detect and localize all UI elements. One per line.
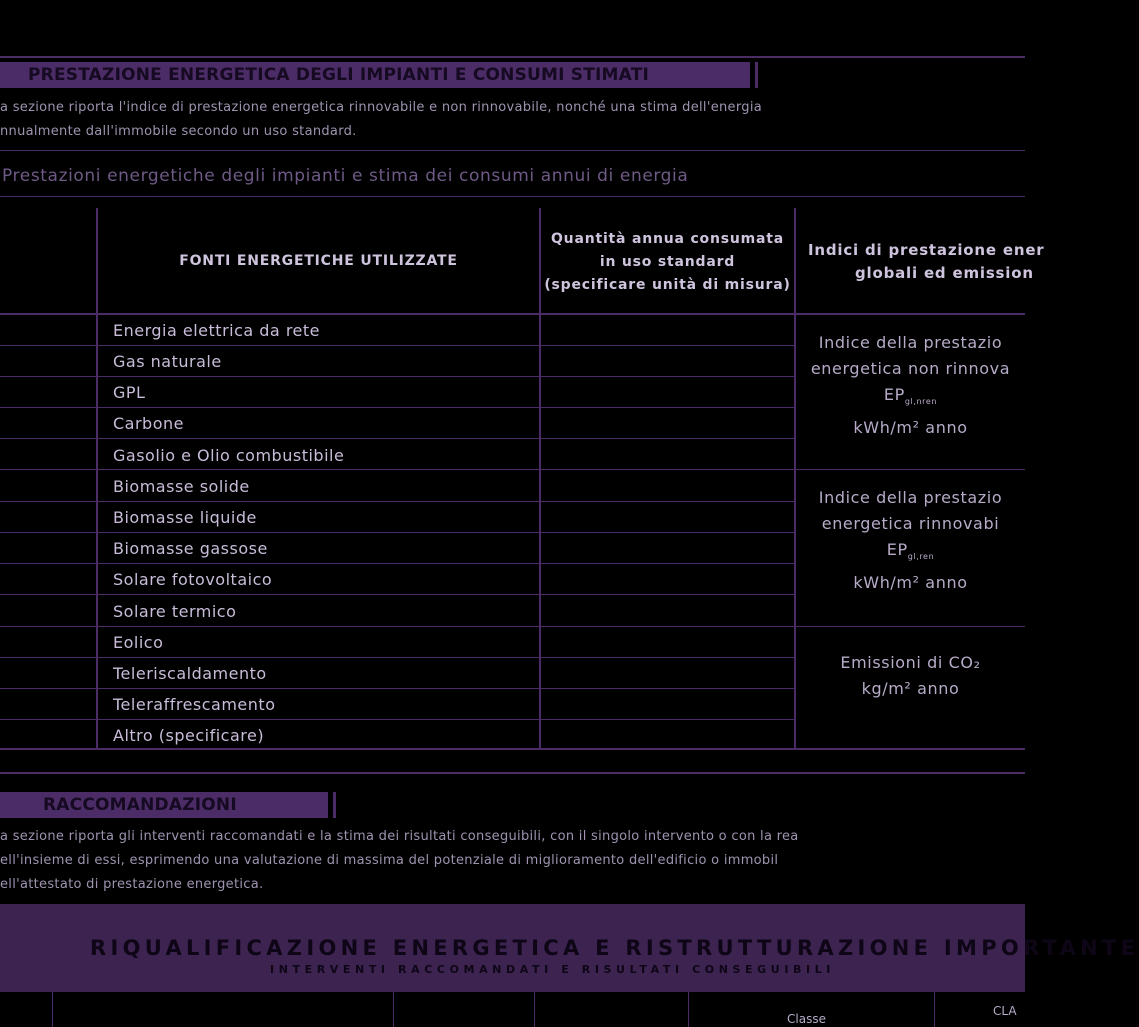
divider bbox=[0, 772, 1025, 774]
row-line bbox=[0, 626, 1025, 627]
divider bbox=[0, 150, 1025, 151]
row-line bbox=[0, 469, 1025, 470]
retrofit-title: RIQUALIFICAZIONE ENERGETICA E RISTRUTTURAZIONE IMPORTANTE bbox=[90, 936, 1139, 960]
index-co2: Emissioni di CO₂ kg/m² anno bbox=[840, 653, 981, 698]
row-label-district-heating: Teleriscaldamento bbox=[113, 664, 267, 683]
row-label-gaseous-biomass: Biomasse gassose bbox=[113, 539, 268, 558]
row-line bbox=[0, 688, 796, 689]
header-quantity: Quantità annua consumata in uso standard (specificare unità di misura) bbox=[544, 231, 791, 293]
row-line bbox=[0, 594, 796, 595]
row-line bbox=[0, 376, 796, 377]
row-label-other: Altro (specificare) bbox=[113, 726, 265, 745]
section-title: PRESTAZIONE ENERGETICA DEGLI IMPIANTI E CONSUMI STIMATI bbox=[28, 65, 650, 85]
row-label-solar-thermal: Solare termico bbox=[113, 602, 237, 621]
table-vline bbox=[52, 992, 53, 1027]
row-line bbox=[0, 719, 796, 720]
row-label-solid-biomass: Biomasse solide bbox=[113, 477, 250, 496]
recommendations-title: RACCOMANDAZIONI bbox=[43, 795, 237, 815]
header-indices: Indici di prestazione ener globali ed emission bbox=[808, 241, 1045, 282]
section-intro-line: nnualmente dall'immobile secondo un uso standard. bbox=[0, 124, 357, 139]
section-title-bar bbox=[0, 62, 750, 88]
row-line bbox=[0, 501, 796, 502]
row-line bbox=[0, 407, 796, 408]
divider bbox=[0, 196, 1025, 197]
row-line bbox=[0, 345, 796, 346]
table-subheading: Prestazioni energetiche degli impianti e stima dei consumi annui di energia bbox=[2, 166, 689, 186]
index-renewable: Indice della prestazio energetica rinnovabi $EP_{gl,ren}$ kWh/m² anno bbox=[818, 488, 1003, 593]
retrofit-subtitle: INTERVENTI RACCOMANDATI E RISULTATI CONSEGUIBILI bbox=[270, 963, 835, 976]
section-intro-line: a sezione riporta l'indice di prestazione energetica rinnovabile e non rinnovabile, nonché una stima dell'energia bbox=[0, 100, 763, 115]
section-bar-end bbox=[333, 792, 336, 818]
recommendations-intro-line: a sezione riporta gli interventi raccomandati e la stima dei risultati conseguibili, con il singolo intervento o con la rea bbox=[0, 829, 799, 844]
row-label-lpg: GPL bbox=[113, 383, 146, 402]
header-sources: FONTI ENERGETICHE UTILIZZATE bbox=[179, 253, 458, 269]
row-line bbox=[0, 657, 796, 658]
row-line bbox=[0, 563, 796, 564]
table-bottom-line bbox=[0, 748, 1025, 750]
row-label-photovoltaic: Solare fotovoltaico bbox=[113, 570, 273, 589]
table-vline bbox=[534, 992, 535, 1027]
recommendations-title-bar bbox=[0, 792, 328, 818]
row-label-liquid-biomass: Biomasse liquide bbox=[113, 508, 257, 527]
row-label-district-cooling: Teleraffrescamento bbox=[113, 695, 276, 714]
row-label-natural-gas: Gas naturale bbox=[113, 352, 222, 371]
table-vline bbox=[688, 992, 689, 1027]
row-label-coal: Carbone bbox=[113, 414, 184, 433]
row-label-wind: Eolico bbox=[113, 633, 164, 652]
column-cla: CLA bbox=[993, 1004, 1017, 1018]
section-bar-end bbox=[755, 62, 758, 88]
table-vline bbox=[96, 208, 98, 748]
row-line bbox=[0, 438, 796, 439]
index-non-renewable: Indice della prestazio energetica non rinnova $EP_{gl,nren}$ kWh/m² anno bbox=[810, 333, 1011, 438]
recommendations-intro-line: ell'attestato di prestazione energetica. bbox=[0, 877, 264, 892]
table-vline bbox=[393, 992, 394, 1027]
recommendations-intro-line: ell'insieme di essi, esprimendo una valutazione di massima del potenziale di miglioramento dell'edificio o immobil bbox=[0, 853, 779, 868]
table-vline bbox=[934, 992, 935, 1027]
row-line bbox=[0, 532, 796, 533]
row-label-diesel-oil: Gasolio e Olio combustibile bbox=[113, 446, 345, 465]
column-class: Classe bbox=[787, 1012, 826, 1026]
row-label-electricity: Energia elettrica da rete bbox=[113, 321, 321, 340]
top-rule bbox=[0, 56, 1025, 58]
